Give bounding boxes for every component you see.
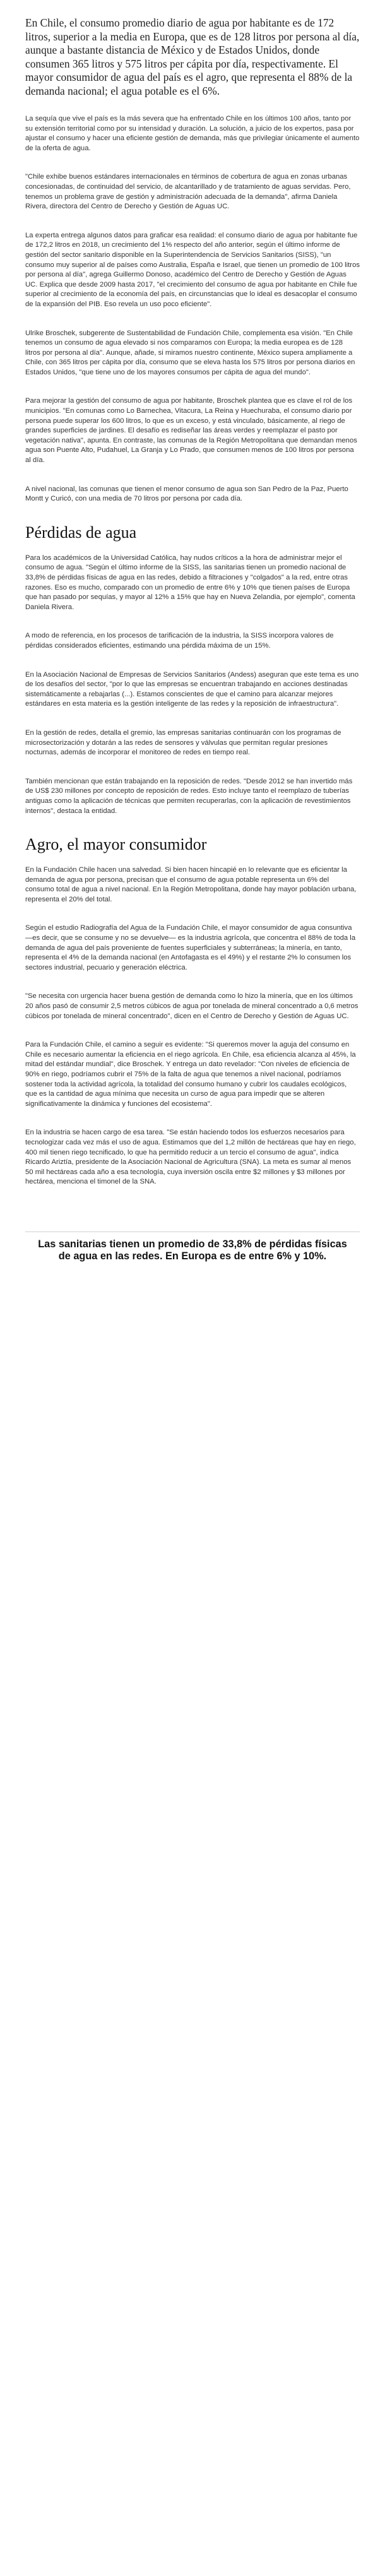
article-lead: En Chile, el consumo promedio diario de agua por habitante es de 172 litros, superior a la media en Europa, que es de 128 litros por persona al día, aunque a bastante distancia de México y de Estados Unidos, donde consumen 365 litros y 575 litros per cápita por día, respectivamente. El mayor consumidor de agua del país es el agro, que representa el 88% de la demanda nacional; el agua potable es el 6%. <box>25 16 360 97</box>
section-perdidas <box>25 554 360 816</box>
paragraph: La sequía que vive el país es la más severa que ha enfrentado Chile en los últimos 100 años, tanto por su extensión territorial como por su intensidad y duración. La solución, a juicio de los expertos, pasa por ajustar el consumo y hacer una eficiente gestión de demanda, más que privilegiar únicamente el aumento de la oferta de agua. <box>25 115 360 152</box>
paragraph: En la gestión de redes, detalla el gremio, las empresas sanitarias continuarán con los programas de microsectorización y dotarán a las redes de sensores y válvulas que permitan regular presiones nocturnas, además de incorporar el monitoreo de redes en tiempo real. <box>25 728 341 757</box>
paragraph: Para la Fundación Chile, el camino a seguir es evidente: "Si queremos mover la aguja del consumo en Chile es necesario aumentar la eficiencia en el riego agrícola. En Chile, esa eficiencia alcanza al 45%, la mitad del estándar mundial", dice Broschek. Y entrega un dato revelador: "Con niveles de eficiencia de 90% en riego, podríamos cubrir el 75% de la falta de agua que tenemos a nivel nacional, podríamos sostener toda la actividad agrícola, la totalidad del consumo humano y cubrir los caudales ecológicos, que es la cantidad de agua mínima que necesita un curso de agua para impedir que se alteren significativamente la dinámica y funciones del ecosistema". <box>25 1041 356 1108</box>
paragraph: En la industria se hacen cargo de esa tarea. "Se están haciendo todos los esfuerzos necesarios para tecnologizar cada vez más el uso de agua. Estimamos que del 1,2 millón de hectáreas que hay en riego, 400 mil tienen riego tecnificado, lo que ha permitido reducir a un tercio el consumo de agua", indica Ricardo Ariztía, presidente de la Asociación Nacional de Agricultura (SNA). La meta es sumar al menos 50 mil hectáreas cada año a esa tecnología, cuya inversión oscila entre $2 millones y $3 millones por hectárea, menciona el timonel de la SNA. <box>25 1129 356 1186</box>
paragraph: "Chile exhibe buenos estándares internacionales en términos de cobertura de agua en zonas urbanas concesionadas, de continuidad del servicio, de alcantarillado y de tratamiento de aguas servidas. Pero, tenemos un problema grave de gestión y administración adecuada de la demanda", afirma Daniela Rivera, directora del Centro de Derecho y Gestión de Aguas UC. <box>25 173 351 211</box>
paragraph: En la Fundación Chile hacen una salvedad. Si bien hacen hincapié en lo relevante que es eficientar la demanda de agua por persona, precisan que el consumo de agua potable representa un 6% del consumo total de agua a nivel nacional. En la Región Metropolitana, donde hay mayor población urbana, representa el 20% del total. <box>25 866 357 903</box>
paragraph: La experta entrega algunos datos para graficar esa realidad: el consumo diario de agua por habitante fue de 172,2 litros en 2018, un crecimiento del 1% respecto del año anterior, según el último informe de gestión del sector sanitario disponible en la Superintendencia de Servicios Sanitarios (SISS), "un consumo muy superior al de países como Australia, España e Israel, que tienen un promedio de 100 litros por persona al día", agrega Guillermo Donoso, académico del Centro de Derecho y Gestión de Aguas UC. Explica que desde 2009 hasta 2017, "el crecimiento del consumo de agua por habitante en Chile fue superior al crecimiento de la economía del país, en circunstancias que lo ideal es desacoplar el consumo de la expansión del PIB. Eso revela un uso poco eficiente". <box>25 231 360 308</box>
paragraph: A nivel nacional, las comunas que tienen el menor consumo de agua son San Pedro de la Paz, Puerto Montt y Curicó, con una media de 70 litros por persona por cada día. <box>25 485 348 503</box>
section-heading-perdidas: Pérdidas de agua <box>25 523 137 542</box>
paragraph: Para mejorar la gestión del consumo de agua por habitante, Broschek plantea que es clave el rol de los municipios. "En comunas como Lo Barnechea, Vitacura, La Reina y Huechuraba, el consumo diario por persona puede superar los 600 litros, lo que es un exceso, y está vinculado, básicamente, al riego de grandes superficies de jardines. El desafío es rediseñar las áreas verdes y reemplazar el pasto por vegetación nativa", apunta. En contraste, las comunas de la Región Metropolitana que demandan menos agua son Puente Alto, Pudahuel, La Granja y Lo Prado, que consumen menos de 100 litros por persona al día. <box>25 397 357 465</box>
paragraph: Ulrike Broschek, subgerente de Sustentabilidad de Fundación Chile, complementa esa visión. "En Chile tenemos un consumo de agua elevado si nos comparamos con Europa; la media europea es de 128 litros por persona al día". Aunque, añade, si miramos nuestro continente, México supera ampliamente a Chile, con 365 litros per cápita por día, consumo que se eleva hasta los 575 litros por persona diarios en Estados Unidos, "que tiene uno de los mayores consumos per cápita de agua del mundo". <box>25 329 355 376</box>
paragraph: A modo de referencia, en los procesos de tarificación de la industria, la SISS incorpora valores de pérdidas considerados eficientes, estimando una pérdida máxima de un 15%. <box>25 632 334 650</box>
spacer <box>25 1206 360 1232</box>
paragraph: En la Asociación Nacional de Empresas de Servicios Sanitarios (Andess) aseguran que este tema es uno de los desafíos del sector, "por lo que las empresas se encuentran trabajando en acciones destinadas sistemáticamente a rebajarlas (...). Estamos conscientes de que el camino para alcanzar mejores estándares en esta materia es la gestión inteligente de las redes y la reposición de infraestructura". <box>25 670 359 708</box>
section-heading-agro: Agro, el mayor consumidor <box>25 835 207 854</box>
pull-quote: Las sanitarias tienen un promedio de 33,8% de pérdidas físicas de agua en las redes. En Europa es de entre 6% y 10%. <box>25 1232 360 1269</box>
section-intro <box>25 114 360 504</box>
section-agro <box>25 865 360 1187</box>
paragraph: "Se necesita con urgencia hacer buena gestión de demanda como lo hizo la minería, que en los últimos 20 años pasó de consumir 2,5 metros cúbicos de agua por tonelada de mineral concentrado a 0,6 metros cúbicos por tonelada de mineral concentrado", dicen en el Centro de Derecho y Gestión de Aguas UC. <box>25 992 358 1020</box>
paragraph: También mencionan que están trabajando en la reposición de redes. "Desde 2012 se han invertido más de US$ 230 millones por concepto de reposición de redes. Esto incluye tanto el reemplazo de tuberías antiguas como la aplicación de técnicas que permiten recuperarlas, con la aplicación de revestimientos internos", destaca la entidad. <box>25 777 353 815</box>
paragraph: Según el estudio Radiografía del Agua de la Fundación Chile, el mayor consumidor de agua consuntiva —es decir, que se consume y no se devuelve— es la industria agrícola, que concentra el 88% de toda la demanda de agua del país proveniente de fuentes superficiales y subterráneas; la minería, en tanto, representa el 4% de la demanda nacional (en Antofagasta es el 49%) y el restante 2% lo consumen los sectores industrial, pecuario y generación eléctrica. <box>25 924 356 971</box>
paragraph: Para los académicos de la Universidad Católica, hay nudos críticos a la hora de administrar mejor el consumo de agua. "Según el último informe de la SISS, las sanitarias tienen un promedio nacional de 33,8% de pérdidas físicas de agua en las redes, debido a filtraciones y "colgados" a la red, entre otras razones. Eso es mucho, comparado con un promedio de entre 6% y 10% que tienen países de Europa que han pasado por sequías, y mayor al 12% a 15% que hay en Nueva Zelandia, por ejemplo", comenta Daniela Rivera. <box>25 554 355 611</box>
